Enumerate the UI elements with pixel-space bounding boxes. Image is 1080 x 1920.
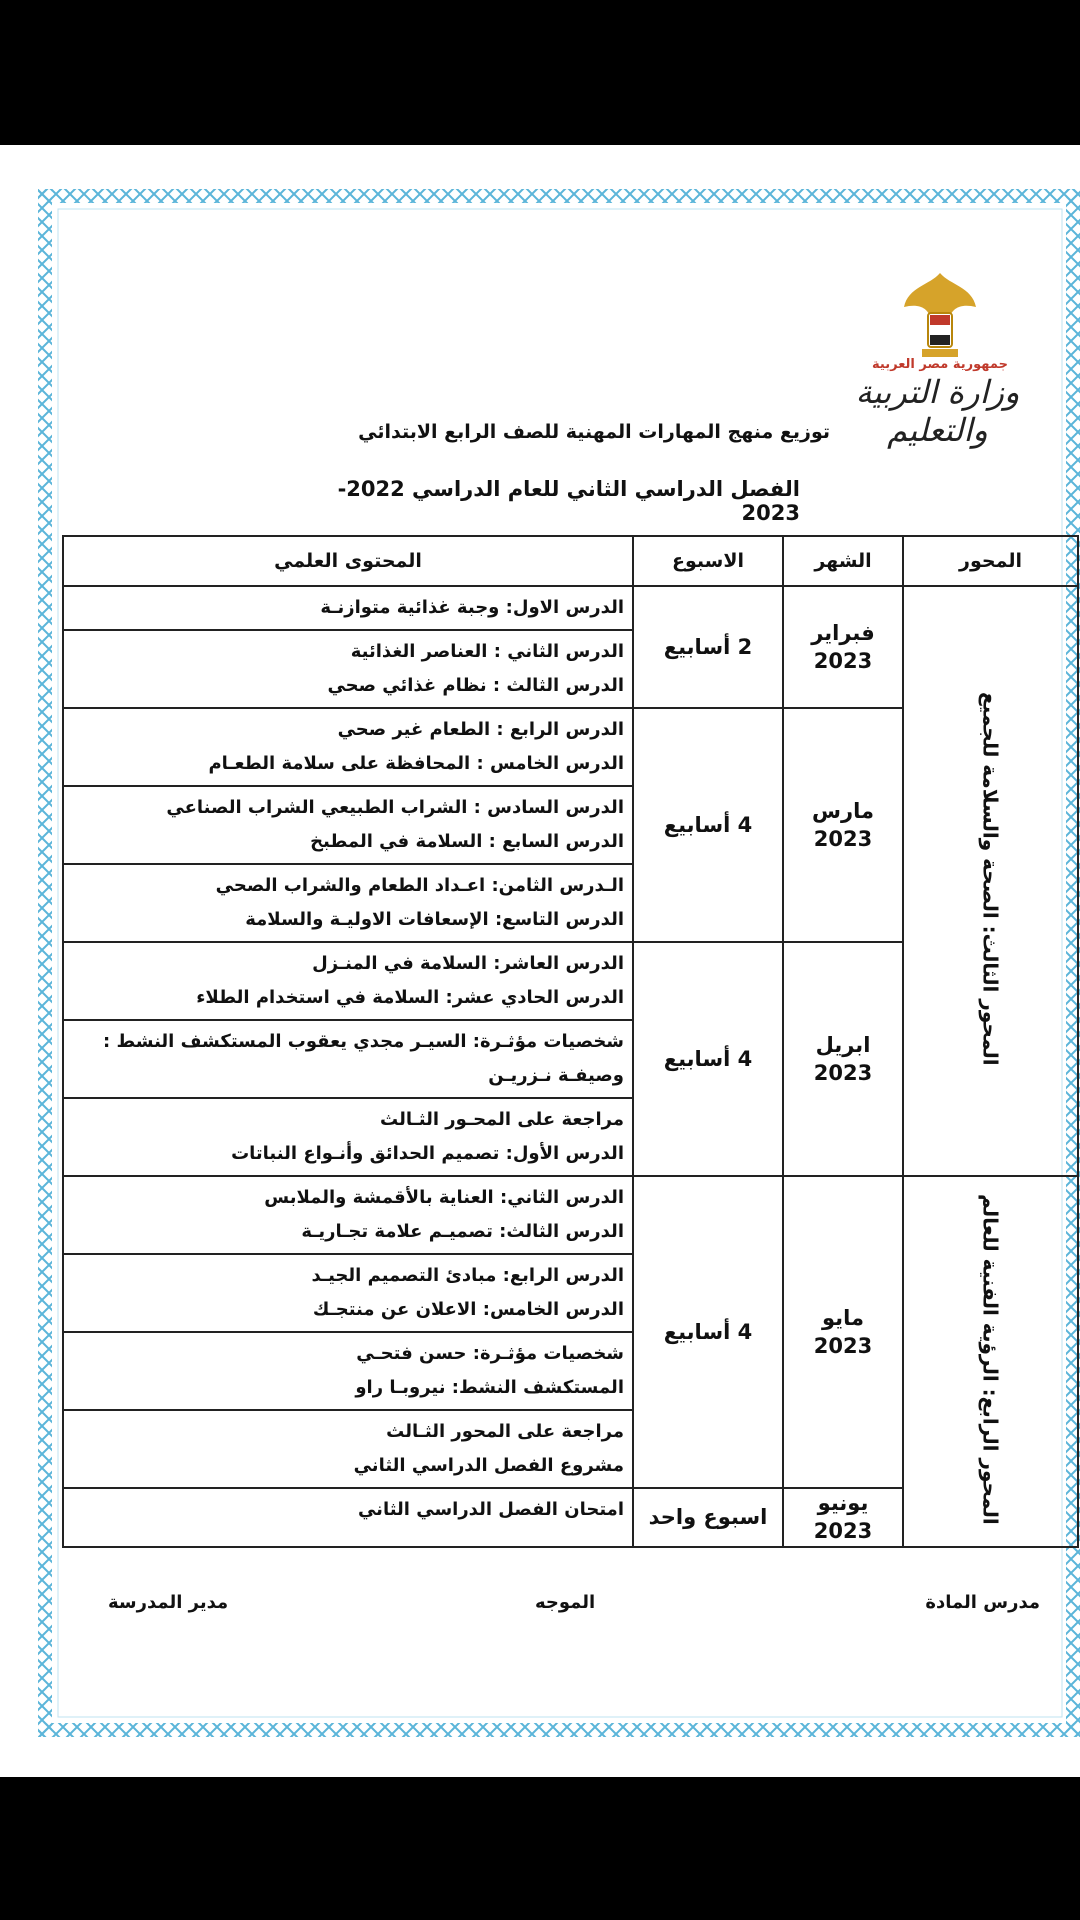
footer-teacher: مدرس المادة [925,1592,1040,1613]
lesson-line: الدرس الخامس: الاعلان عن منتجـك [312,1299,624,1320]
month-cell [783,708,903,942]
content-cell [63,1488,633,1547]
lesson-line: الدرس الخامس : المحافظة على سلامة الطعـام [208,753,624,774]
lesson-group [64,787,632,865]
lesson-line: امتحان الفصل الدراسي الثاني [357,1499,624,1520]
footer-principal: مدير المدرسة [108,1592,229,1613]
month-name: مايو [822,1305,864,1330]
content-cell [63,942,633,1176]
lesson-line: الدرس الاول: وجبة غذائية متوازنـة [320,597,624,618]
lesson-line: شخصيات مؤثـرة: حسن فتحـي [356,1343,624,1364]
lesson-line: وصيفـة نـزريـن [488,1065,624,1086]
table-row [63,586,1078,708]
content-cell [63,1176,633,1488]
lesson-line: الدرس الثاني: العناية بالأقمشة والملابس [264,1187,624,1208]
axis-cell [903,1176,1078,1547]
axis-label: المحور الثالث: الصحة والسلامة للجميع [978,691,1003,1066]
header-content: المحتوى العلمي [63,536,633,586]
crest-label: جمهورية مصر العربية [872,357,1008,372]
header-week: الاسبوع [633,536,783,586]
lesson-line: الدرس الحادي عشر: السلامة في استخدام الطلاء [196,987,624,1008]
month-cell [783,1176,903,1488]
lesson-line: الدرس التاسع: الإسعافات الاوليـة والسلامة [245,909,624,930]
lesson-line: شخصيات مؤثـرة: السيـر مجدي يعقوب المستكشف النشط : [103,1031,624,1052]
lesson-line: الدرس العاشر: السلامة في المنـزل [312,953,624,974]
month-name: مارس [812,798,874,823]
axis-label: المحور الرابع: الرؤية الفنية للعالم [978,1193,1003,1525]
lesson-line: الدرس السابع : السلامة في المطبخ [310,831,624,852]
weeks-cell: اسبوع واحد [633,1488,783,1547]
month-year: 2023 [813,1061,873,1085]
month-name: فبراير [811,620,875,645]
lesson-group [64,865,632,941]
lesson-line: مراجعة على المحور الثـالث [386,1421,624,1442]
lesson-group [64,1255,632,1333]
table-row [63,1176,1078,1488]
lesson-line: مراجعة على المحـور الثـالث [380,1109,624,1130]
ministry-logo-text: وزارة التربية والتعليم [855,373,1020,449]
lesson-group [64,1099,632,1175]
month-name: ابريل [815,1032,871,1057]
month-year: 2023 [813,1519,873,1544]
lesson-line: الدرس السادس : الشراب الطبيعي الشراب الصناعي [166,797,624,818]
lesson-group [64,631,632,707]
table-body [63,586,1078,1547]
footer-supervisor: الموجه [535,1592,596,1613]
lesson-line: الدرس الثاني : العناصر الغذائية [350,641,624,662]
header-axis: المحور [903,536,1078,586]
egypt-eagle-emblem-icon [900,265,980,360]
lesson-line: مشروع الفصل الدراسي الثاني [353,1455,624,1476]
weeks-cell: 4 أسابيع [633,942,783,1176]
lesson-group [64,1411,632,1487]
month-cell [783,1488,903,1547]
lesson-group [64,943,632,1021]
month-name: يونيو [817,1491,869,1515]
lesson-group [64,1333,632,1411]
document-subtitle: الفصل الدراسي الثاني للعام الدراسي 2022-2023 [337,477,800,525]
document-page [0,145,1080,1777]
month-cell [783,586,903,708]
content-cell [63,586,633,708]
content-cell [63,708,633,942]
lesson-group [64,587,632,631]
lesson-group [64,709,632,787]
lesson-line: الدرس الرابع: مبادئ التصميم الجيـد [311,1265,624,1286]
month-cell [783,942,903,1176]
lesson-line: الـدرس الثامن: اعـداد الطعام والشراب الصحي [215,875,624,896]
weeks-cell: 4 أسابيع [633,1176,783,1488]
month-year: 2023 [813,1334,873,1358]
lesson-line: الدرس الرابع : الطعام غير صحي [337,719,624,740]
lesson-group [64,1489,632,1531]
lesson-group [64,1177,632,1255]
weeks-cell: 4 أسابيع [633,708,783,942]
axis-cell [903,586,1078,1176]
month-year: 2023 [813,649,873,673]
weeks-cell: 2 أسابيع [633,586,783,708]
lesson-line: المستكشف النشط: نيروبـا راو [355,1377,624,1398]
lesson-line: الدرس الأول: تصميم الحدائق وأنـواع النباتات [231,1143,624,1164]
header-month: الشهر [783,536,903,586]
month-year: 2023 [813,827,873,851]
lesson-group [64,1021,632,1099]
table-header-row [63,536,1078,586]
lesson-line: الدرس الثالث : نظام غذائي صحي [327,675,624,696]
document-title: توزيع منهج المهارات المهنية للصف الرابع الابتدائي [358,421,830,443]
curriculum-table [62,535,1079,1548]
lesson-line: الدرس الثالث: تصميـم علامة تجـاريـة [301,1221,624,1242]
